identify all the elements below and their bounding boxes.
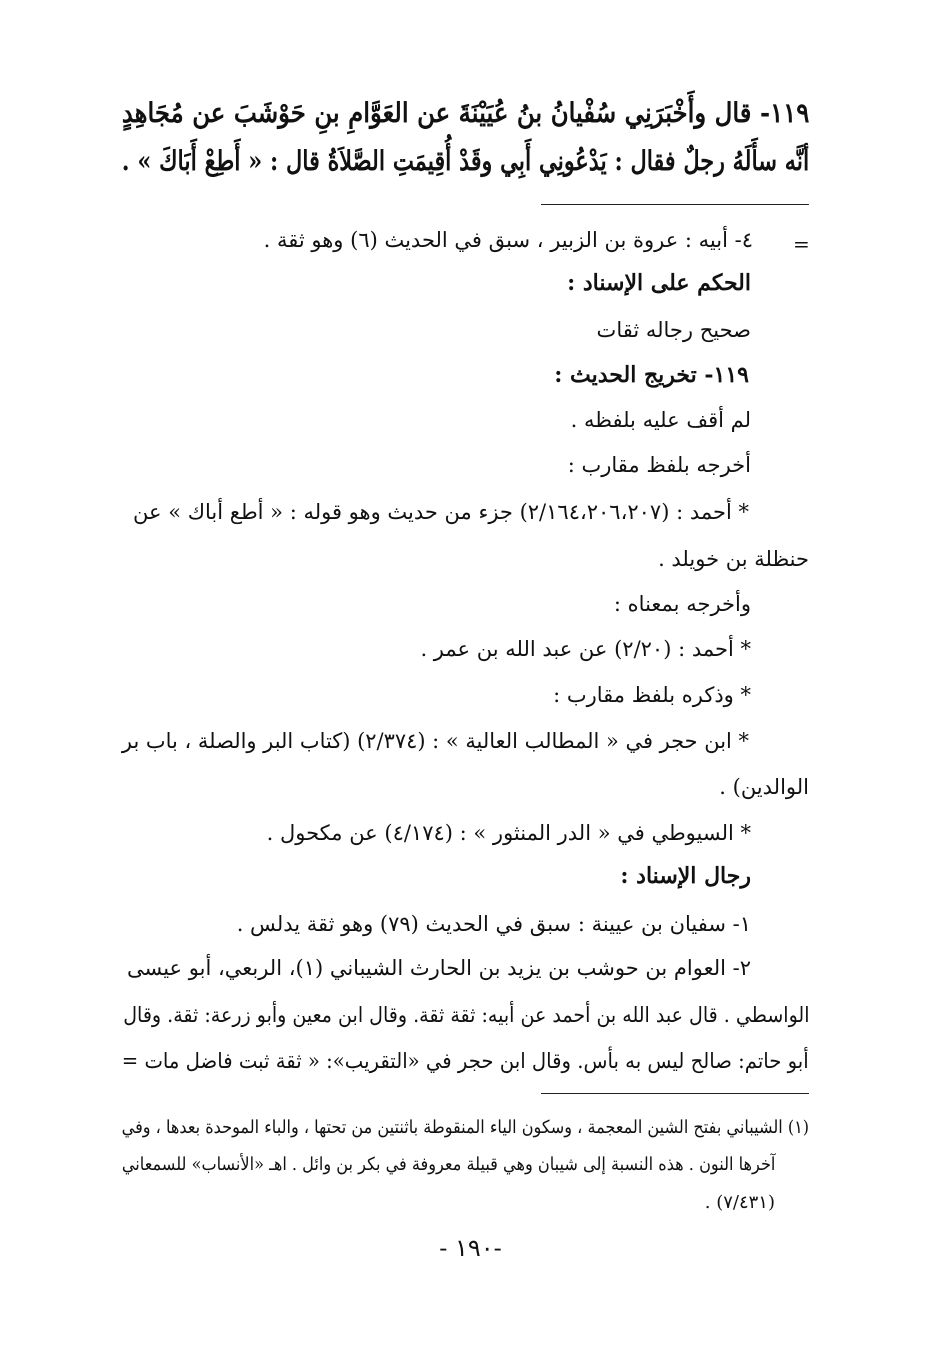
hadith-separator-rule bbox=[541, 204, 809, 205]
takhrij-line-5: وأخرجه بمعناه : bbox=[613, 592, 751, 616]
takhrij-line-10: * السيوطي في « الدر المنثور » : (٤/١٧٤) عن مكحول . bbox=[266, 821, 751, 845]
hadith-text-line-1: ١١٩- قال وأَخْبَرَنِي سُفْيانُ بنُ عُيَيْنَةَ عن العَوَّامِ بنِ حَوْشَبَ عن مُجَاهِدٍ bbox=[121, 98, 809, 129]
footnote-line-3: (٧/٤٣١) . bbox=[704, 1192, 775, 1213]
narrator-2-line-3: أبو حاتم: صالح ليس به بأس. وقال ابن حجر في «التقريب»: « ثقة ثبت فاضل مات = bbox=[122, 1049, 809, 1073]
takhrij-line-8: * ابن حجر في « المطالب العالية » : (٢/٣٧٤) (كتاب البر والصلة ، باب بر bbox=[121, 729, 749, 753]
hadith-text-line-2: أنَّه سأَلَهُ رجلٌ فقال : يَدْعُونِي أَبِي وقَدْ أُقِيمَتِ الصَّلاَةُ قال : « أَطِعْ أَبَاكَ » . bbox=[121, 146, 809, 177]
takhrij-line-2: أخرجه بلفظ مقارب : bbox=[567, 453, 751, 477]
narrator-1-line: ١- سفيان بن عيينة : سبق في الحديث (٧٩) وهو ثقة يدلس . bbox=[236, 912, 751, 936]
heading-isnad-ruling: الحكم على الإسناد : bbox=[567, 270, 751, 296]
takhrij-line-3: * أحمد : (٢/١٦٤،٢٠٦،٢٠٧) جزء من حديث وهو قوله : « أطع أباك » عن bbox=[133, 500, 749, 524]
footnote-line-1: (١) الشيباني بفتح الشين المعجمة ، وسكون الياء المنقوطة باثنتين من تحتها ، والباء الموحدة بعدها ، وفي bbox=[121, 1117, 809, 1138]
narrator-2-line-2: الواسطي . قال عبد الله بن أحمد عن أبيه: ثقة ثقة. وقال ابن معين وأبو زرعة: ثقة. وقال bbox=[122, 1003, 809, 1027]
takhrij-line-6: * أحمد : (٢/٢٠) عن عبد الله بن عمر . bbox=[420, 637, 751, 661]
continuation-mark: = bbox=[793, 232, 810, 256]
page-number: -١٩٠ - bbox=[439, 1234, 502, 1262]
takhrij-line-4: حنظلة بن خويلد . bbox=[658, 547, 809, 571]
narrator-2-line-1: ٢- العوام بن حوشب بن يزيد بن الحارث الشيباني (١)، الربعي، أبو عيسى bbox=[126, 956, 751, 980]
isnad-ruling-text: صحيح رجاله ثقات bbox=[596, 318, 751, 342]
footnote-line-2: آخرها النون . هذه النسبة إلى شيبان وهي قبيلة معروفة في بكر بن وائل . اهـ «الأنساب» للسمعاني bbox=[121, 1154, 775, 1175]
heading-takhrij: ١١٩- تخريج الحديث : bbox=[554, 362, 749, 388]
narrator-4-line: ٤- أبيه : عروة بن الزبير ، سبق في الحديث (٦) وهو ثقة . bbox=[263, 228, 753, 252]
footnote-separator-rule bbox=[541, 1093, 809, 1094]
takhrij-line-7: * وذكره بلفظ مقارب : bbox=[553, 683, 751, 707]
heading-narrators: رجال الإسناد : bbox=[620, 863, 751, 889]
takhrij-line-9: الوالدين) . bbox=[719, 775, 809, 799]
takhrij-line-1: لم أقف عليه بلفظه . bbox=[570, 408, 751, 432]
